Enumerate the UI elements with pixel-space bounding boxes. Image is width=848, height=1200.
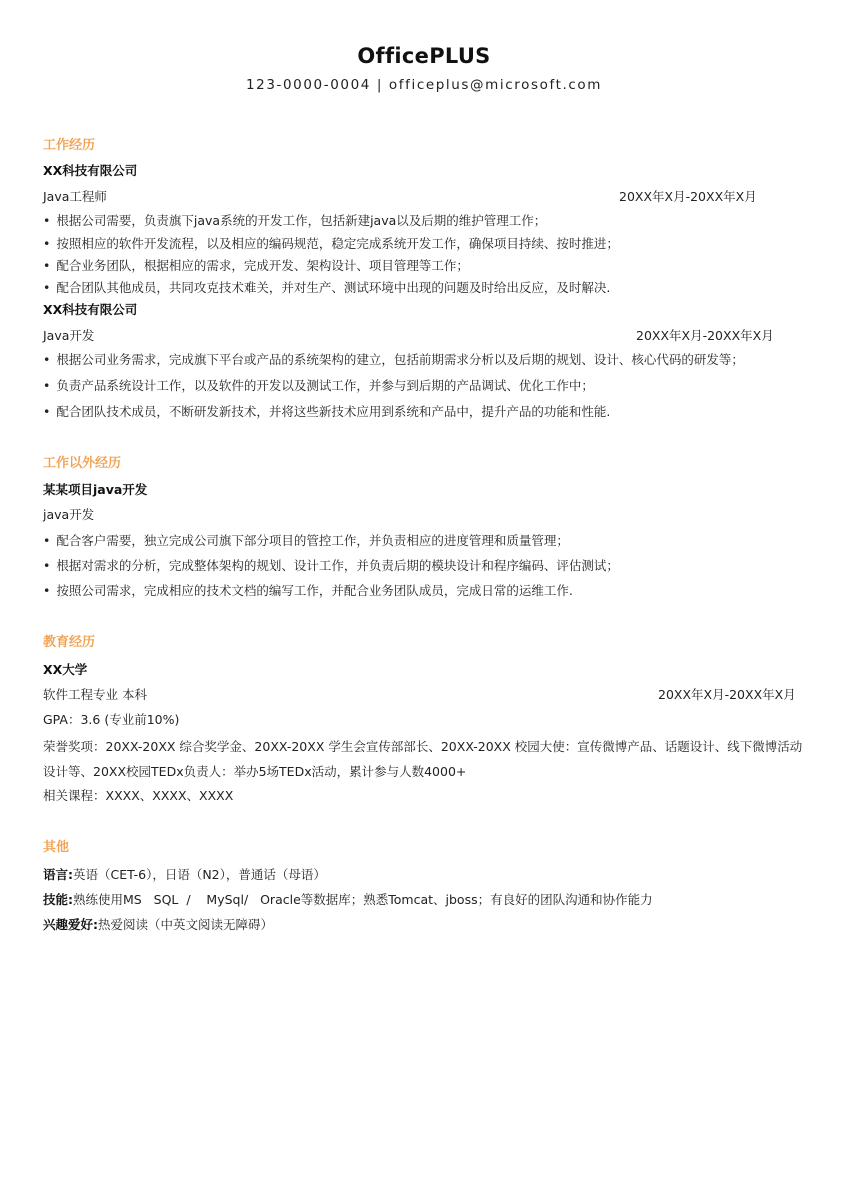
bullet-icon: • [43, 352, 51, 367]
list-item-text: 负责产品系统设计工作，以及软件的开发以及测试工作，并参与到后期的产品调试、优化工作中； [56, 378, 594, 393]
job-role: Java工程师 [43, 189, 107, 204]
section-title-other: 其他 [43, 840, 70, 855]
bullet-icon: • [43, 558, 51, 573]
list-item-text: 配合客户需要，独立完成公司旗下部分项目的管控工作，并负责相应的进度管理和质量管理； [56, 533, 569, 548]
list-item [43, 257, 469, 275]
hobby-row [43, 916, 273, 934]
hobby-value: 热爱阅读（中英文阅读无障碍） [98, 917, 274, 932]
bullet-icon: • [43, 533, 51, 548]
skills-value: 熟练使用MS SQL / MySql/ Oracle等数据库；熟悉Tomcat、jboss；有良好的团队沟通和协作能力 [73, 892, 653, 907]
candidate-name: OfficePLUS [357, 44, 491, 68]
language-row [43, 866, 326, 884]
courses: 相关课程：XXXX、XXXX、XXXX [43, 788, 234, 803]
job-date: 20XX年X月-20XX年X月 [636, 328, 774, 343]
list-item [43, 377, 594, 395]
honors: 荣誉奖项：20XX-20XX 综合奖学金、20XX-20XX 学生会宣传部部长、20XX-20XX 校园大使：宣传微博产品、话题设计、线下微博活动设计等、20XX校园TEDx负责人：举办5场TEDx活动，累计参与人数4000+ [43, 739, 803, 779]
list-item [43, 351, 744, 369]
project-name: 某某项目java开发 [43, 482, 148, 497]
resume-header [0, 42, 848, 94]
bullet-icon: • [43, 404, 51, 419]
list-item-text: 配合业务团队，根据相应的需求，完成开发、架构设计、项目管理等工作； [56, 258, 469, 273]
contact-info: 123-0000-0004 | officeplus@microsoft.com [245, 77, 603, 93]
list-item-text: 根据公司业务需求，完成旗下平台或产品的系统架构的建立，包括前期需求分析以及后期的规划、设计、核心代码的研发等； [56, 352, 744, 367]
section-title-extra: 工作以外经历 [43, 456, 122, 471]
list-item-text: 配合团队技术成员，不断研发新技术，并将这些新技术应用到系统和产品中，提升产品的功能和性能. [56, 404, 611, 419]
bullet-icon: • [43, 583, 51, 598]
company-name: XX科技有限公司 [43, 163, 138, 178]
list-item [43, 279, 610, 297]
language-value: 英语（CET-6），日语（N2），普通话（母语） [73, 867, 326, 882]
list-item [43, 557, 619, 575]
bullet-icon: • [43, 213, 51, 228]
list-item [43, 403, 610, 421]
job-role: Java开发 [43, 328, 95, 343]
hobby-label: 兴趣爱好: [43, 917, 98, 932]
major: 软件工程专业 本科 [43, 687, 147, 702]
bullet-icon: • [43, 258, 51, 273]
language-label: 语言: [43, 867, 73, 882]
list-item-text: 配合团队其他成员，共同攻克技术难关，并对生产、测试环境中出现的问题及时给出反应，及时解决. [56, 280, 611, 295]
bullet-icon: • [43, 378, 51, 393]
list-item-text: 按照公司需求，完成相应的技术文档的编写工作，并配合业务团队成员，完成日常的运维工作. [56, 583, 573, 598]
list-item-text: 根据公司需要，负责旗下java系统的开发工作，包括新建java以及后期的维护管理工作； [56, 213, 547, 228]
list-item [43, 582, 573, 600]
job-date: 20XX年X月-20XX年X月 [619, 189, 757, 204]
bullet-icon: • [43, 280, 51, 295]
list-item-text: 按照相应的软件开发流程，以及相应的编码规范，稳定完成系统开发工作，确保项目持续、按时推进； [56, 236, 619, 251]
skills-label: 技能: [43, 892, 73, 907]
gpa: GPA：3.6 (专业前10%) [43, 712, 180, 727]
project-role: java开发 [43, 507, 95, 522]
list-item [43, 532, 569, 550]
skills-row [43, 891, 653, 909]
list-item [43, 235, 619, 253]
list-item [43, 212, 546, 230]
list-item-text: 根据对需求的分析，完成整体架构的规划、设计工作，并负责后期的模块设计和程序编码、评估测试； [56, 558, 619, 573]
education-date: 20XX年X月-20XX年X月 [658, 687, 796, 702]
section-title-education: 教育经历 [43, 635, 96, 650]
company-name: XX科技有限公司 [43, 302, 138, 317]
bullet-icon: • [43, 236, 51, 251]
section-title-work: 工作经历 [43, 138, 96, 153]
school-name: XX大学 [43, 662, 88, 677]
